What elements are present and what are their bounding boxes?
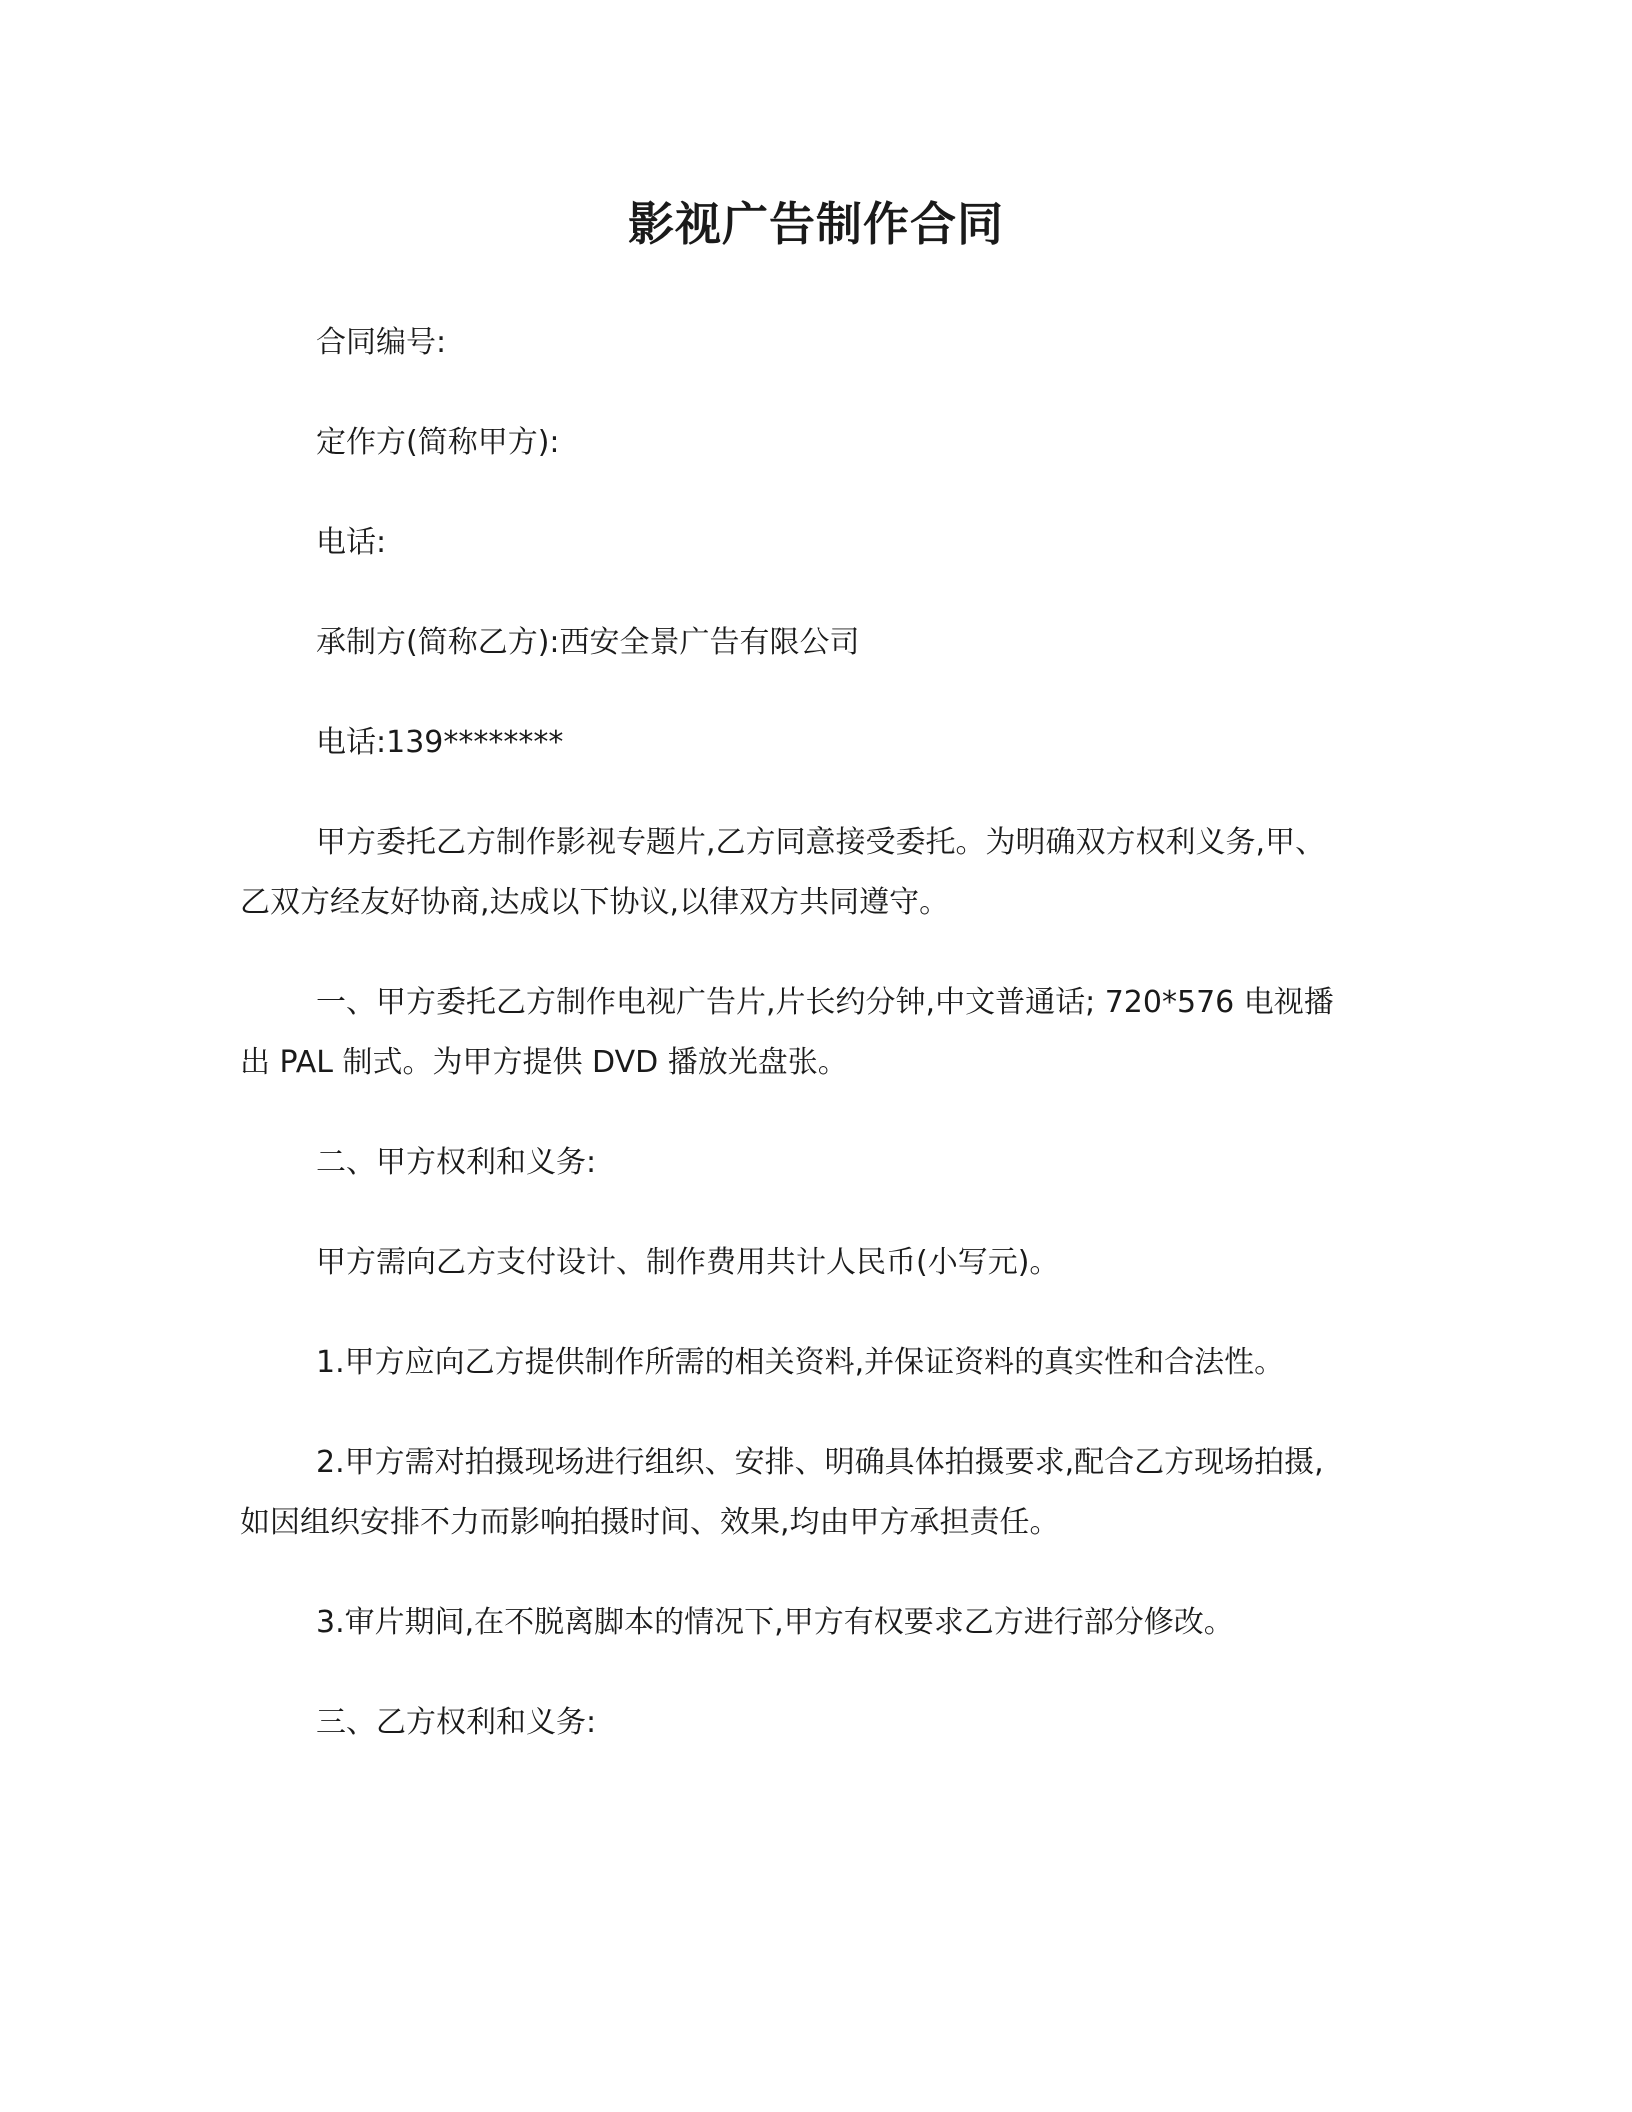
clause-2-item-2-line-2: 如因组织安排不力而影响拍摄时间、效果,均由甲方承担责任。	[240, 1505, 1060, 1540]
clause-2-fee: 甲方需向乙方支付设计、制作费用共计人民币(小写元)。	[316, 1245, 1060, 1280]
document-title: 影视广告制作合同	[628, 197, 1004, 251]
clause-3-heading: 三、乙方权利和义务:	[316, 1705, 597, 1740]
intro-paragraph	[240, 813, 1400, 933]
clause-2-heading: 二、甲方权利和义务:	[316, 1145, 597, 1180]
clause-2-item-1: 1.甲方应向乙方提供制作所需的相关资料,并保证资料的真实性和合法性。	[316, 1345, 1285, 1380]
party-b-line: 承制方(简称乙方):西安全景广告有限公司	[316, 625, 860, 660]
intro-line-1: 甲方委托乙方制作影视专题片,乙方同意接受委托。为明确双方权利义务,甲、	[316, 825, 1326, 860]
clause-1-line-1: 一、甲方委托乙方制作电视广告片,片长约分钟,中文普通话; 720*576 电视播	[316, 985, 1334, 1020]
clause-1-line-2: 出 PAL 制式。为甲方提供 DVD 播放光盘张。	[240, 1045, 848, 1080]
clause-2-item-2-line-1: 2.甲方需对拍摄现场进行组织、安排、明确具体拍摄要求,配合乙方现场拍摄,	[316, 1445, 1324, 1480]
clause-2-item-2	[240, 1433, 1400, 1553]
party-a-line: 定作方(简称甲方):	[316, 425, 560, 460]
contract-number-line: 合同编号:	[316, 325, 447, 360]
intro-line-2: 乙双方经友好协商,达成以下协议,以律双方共同遵守。	[240, 885, 950, 920]
clause-1-paragraph	[240, 973, 1400, 1093]
party-b-phone-line: 电话:139********	[316, 725, 564, 760]
clause-2-item-3: 3.审片期间,在不脱离脚本的情况下,甲方有权要求乙方进行部分修改。	[316, 1605, 1234, 1640]
party-a-phone-line: 电话:	[316, 525, 387, 560]
